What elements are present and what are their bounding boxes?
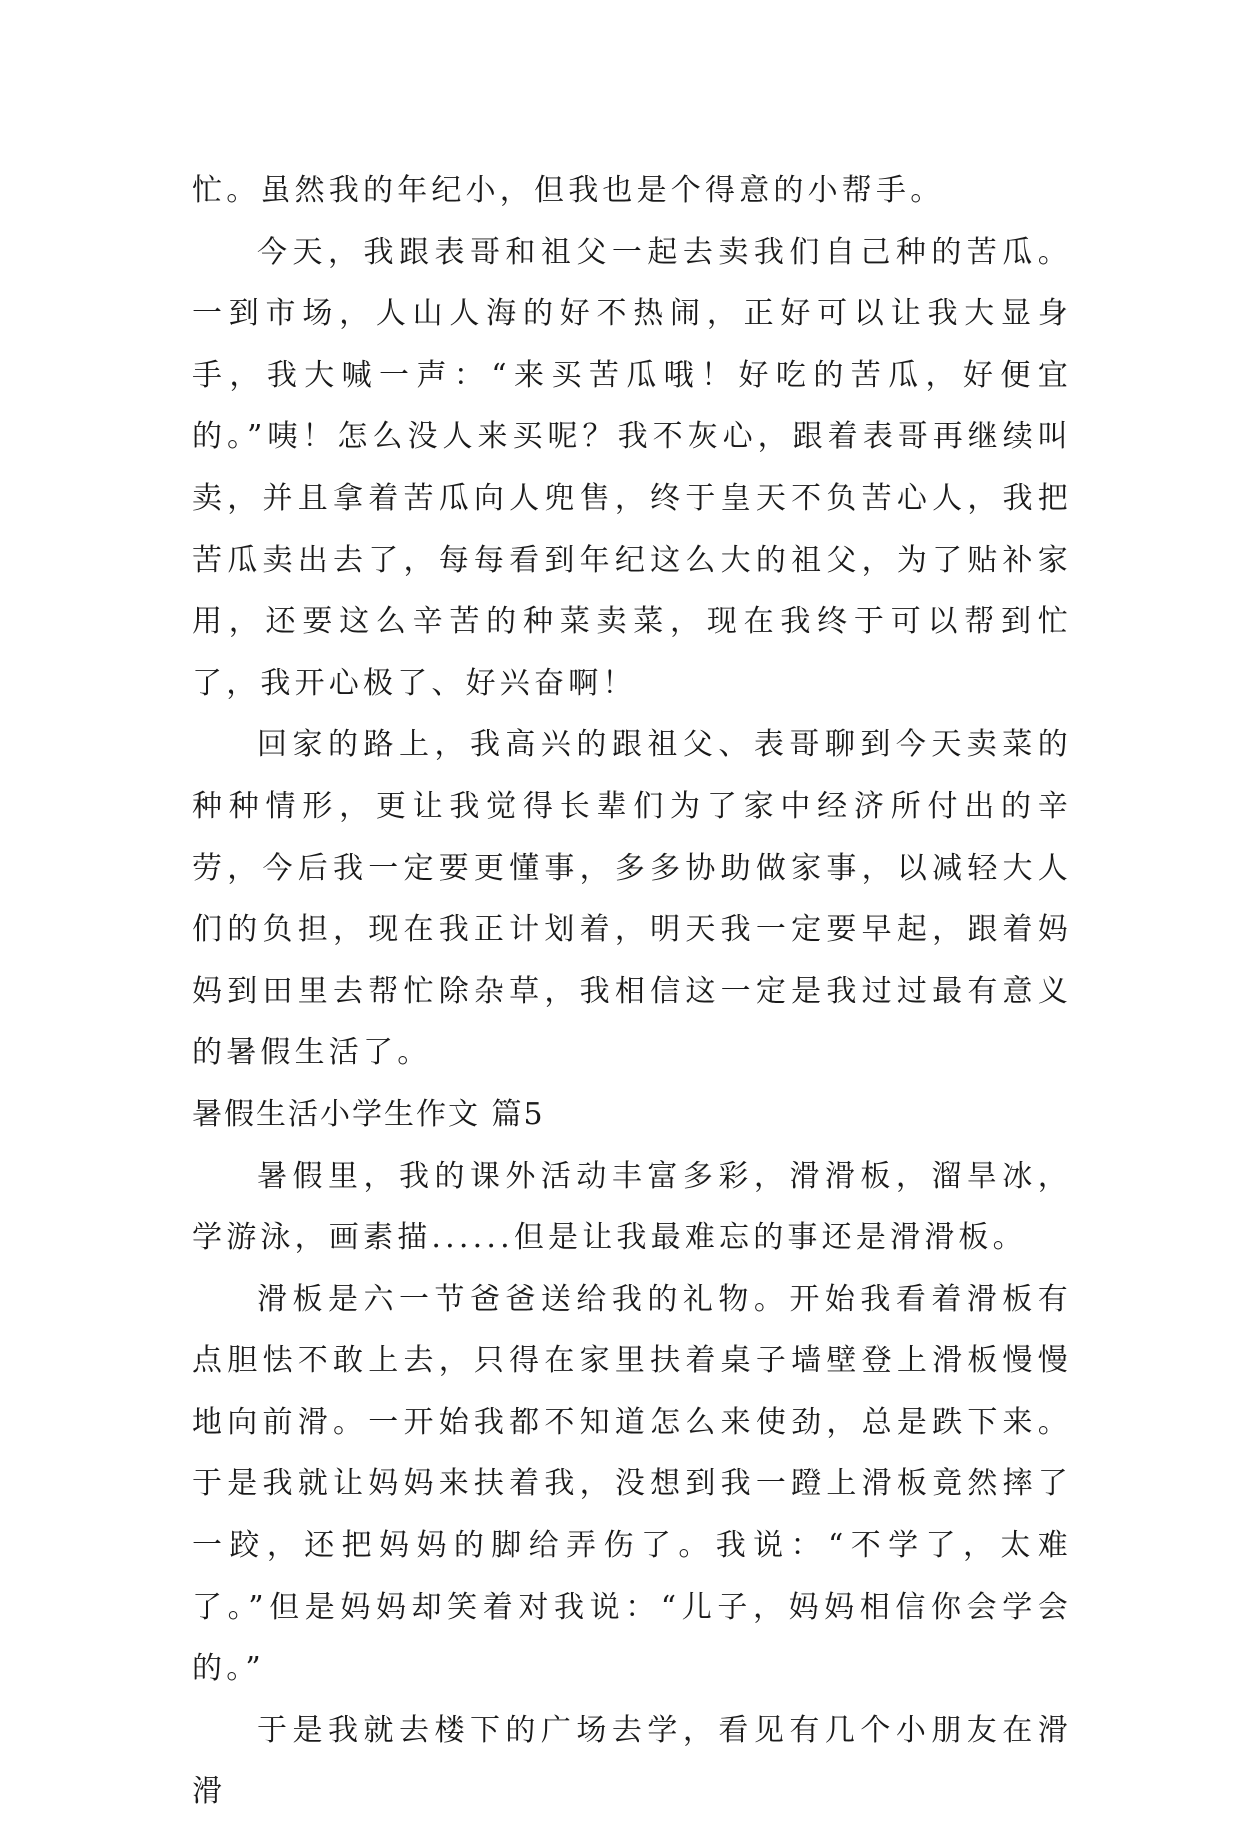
section-heading: 暑假生活小学生作文 篇5 bbox=[192, 1096, 545, 1132]
paragraph-3: 回家的路上，我高兴的跟祖父、表哥聊到今天卖菜的种种情形，更让我觉得长辈们为了家中经济所付出的辛劳，今后我一定要更懂事，多多协助做家事，以减轻大人们的负担，现在我正计划着，明天我一定要早起，跟着妈妈到田里去帮忙除杂草，我相信这一定是我过过最有意义的暑假生活了。 bbox=[192, 727, 1072, 1071]
paragraph-6: 于是我就去楼下的广场去学，看见有几个小朋友在滑滑 bbox=[192, 1712, 1072, 1810]
paragraph-5: 滑板是六一节爸爸送给我的礼物。开始我看着滑板有点胆怯不敢上去，只得在家里扶着桌子墙壁登上滑板慢慢地向前滑。一开始我都不知道怎么来使劲，总是跌下来。于是我就让妈妈来扶着我，没想到我一蹬上滑板竟然摔了一跤，还把妈妈的脚给弄伤了。我说：“不学了，太难了。”但是妈妈却笑着对我说：“儿子，妈妈相信你会学会的。” bbox=[192, 1281, 1072, 1687]
paragraph-2: 今天，我跟表哥和祖父一起去卖我们自己种的苦瓜。一到市场，人山人海的好不热闹，正好可以让我大显身手，我大喊一声：“来买苦瓜哦！好吃的苦瓜，好便宜的。”咦！怎么没人来买呢？我不灰心，跟着表哥再继续叫卖，并且拿着苦瓜向人兜售，终于皇天不负苦心人，我把苦瓜卖出去了，每每看到年纪这么大的祖父，为了贴补家用，还要这么辛苦的种菜卖菜，现在我终于可以帮到忙了，我开心极了、好兴奋啊！ bbox=[192, 234, 1072, 701]
paragraph-4: 暑假里，我的课外活动丰富多彩，滑滑板，溜旱冰，学游泳，画素描......但是让我最难忘的事还是滑滑板。 bbox=[192, 1158, 1072, 1256]
paragraph-1: 忙。虽然我的年纪小，但我也是个得意的小帮手。 bbox=[192, 173, 945, 208]
document-body bbox=[192, 160, 1072, 1823]
